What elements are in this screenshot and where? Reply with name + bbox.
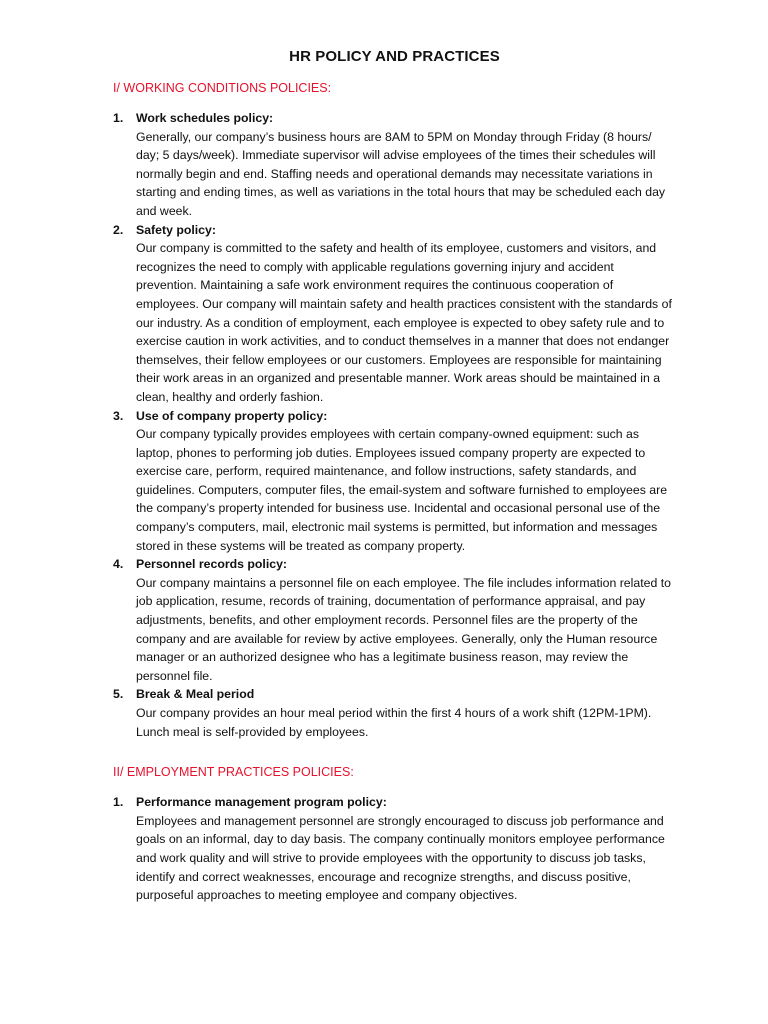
policy-item-personnel-records bbox=[113, 555, 676, 685]
policy-body: Our company provides an hour meal period within the first 4 hours of a work shift (12PM-1PM). Lunch meal is self-provided by employees. bbox=[136, 706, 652, 739]
policy-item-safety bbox=[113, 221, 676, 407]
employment-practices-list bbox=[113, 793, 676, 905]
policy-title: Break & Meal period bbox=[136, 687, 255, 702]
policy-number: 1. bbox=[113, 111, 124, 125]
policy-body: Our company typically provides employees with certain company-owned equipment: such as laptop, phones to performing job duties. Employees issued company property are expected to exercise care, perform, required maintenance, and follow instructions, safety standards, and guidelines. Computers, computer files, the email-system and software furnished to employees are the company’s property intended for business use. Incidental and occasional personal use of the company’s computers, mail, electronic mail systems is permitted, but information and messages stored in these systems will be treated as company property. bbox=[136, 427, 668, 553]
policy-body: Our company is committed to the safety and health of its employee, customers and visitors, and recognizes the need to comply with applicable regulations governing injury and accident prevention. Maintaining a safe work environment requires the continuous cooperation of employees. Our company will maintain safety and health practices consistent with the standards of our industry. As a condition of employment, each employee is expected to obey safety rule and to exercise caution in work activities, and to conduct themselves in a manner that does not endanger themselves, their fellow employees or our customers. Employees are responsible for maintaining their work areas in an organized and presentable manner. Work areas should be maintained in a clean, healthy and orderly fashion. bbox=[136, 241, 672, 404]
policy-number: 3. bbox=[113, 408, 124, 423]
policy-title: Use of company property policy: bbox=[136, 408, 328, 423]
policy-body: Generally, our company’s business hours are 8AM to 5PM on Monday through Friday (8 hours/ day; 5 days/week). Immediate supervisor will advise employees of the times their schedules will normally begin and end. Staffing needs and operational demands may necessitate variations in starting and ending times, as well as variations in the total hours that may be scheduled each day and week. bbox=[136, 129, 666, 218]
policy-item-break-meal bbox=[113, 685, 676, 741]
policy-title: Work schedules policy: bbox=[136, 111, 274, 125]
policy-number: 5. bbox=[113, 687, 124, 702]
section-heading-working-conditions: I/ WORKING CONDITIONS POLICIES: bbox=[113, 81, 332, 95]
policy-number: 2. bbox=[113, 222, 124, 237]
section-heading-employment-practices: II/ EMPLOYMENT PRACTICES POLICIES: bbox=[113, 765, 354, 780]
policy-number: 1. bbox=[113, 795, 124, 810]
page-title: HR POLICY AND PRACTICES bbox=[289, 48, 500, 65]
policy-number: 4. bbox=[113, 557, 124, 572]
policy-title: Performance management program policy: bbox=[136, 795, 387, 810]
policy-body: Our company maintains a personnel file on each employee. The file includes information related to job application, resume, records of training, documentation of performance appraisal, and pay adjustments, benefits, and other employment records. Personnel files are the property of the company and are available for review by active employees. Generally, only the Human resource manager or an authorized designee who has a legitimate business reason, may review the personnel file. bbox=[136, 575, 671, 683]
working-conditions-list bbox=[113, 109, 676, 741]
policy-title: Safety policy: bbox=[136, 222, 216, 237]
policy-body: Employees and management personnel are strongly encouraged to discuss job performance and goals on an informal, day to day basis. The company continually monitors employee performance and work quality and will strive to provide employees with the opportunity to discuss job tasks, identify and correct weaknesses, encourage and recognize strengths, and discuss positive, purposeful approaches to meeting employee and company objectives. bbox=[136, 813, 665, 903]
policy-title: Personnel records policy: bbox=[136, 557, 288, 572]
policy-item-company-property bbox=[113, 407, 676, 556]
policy-item-performance-management bbox=[113, 793, 676, 905]
policy-item-work-schedules bbox=[113, 109, 676, 221]
